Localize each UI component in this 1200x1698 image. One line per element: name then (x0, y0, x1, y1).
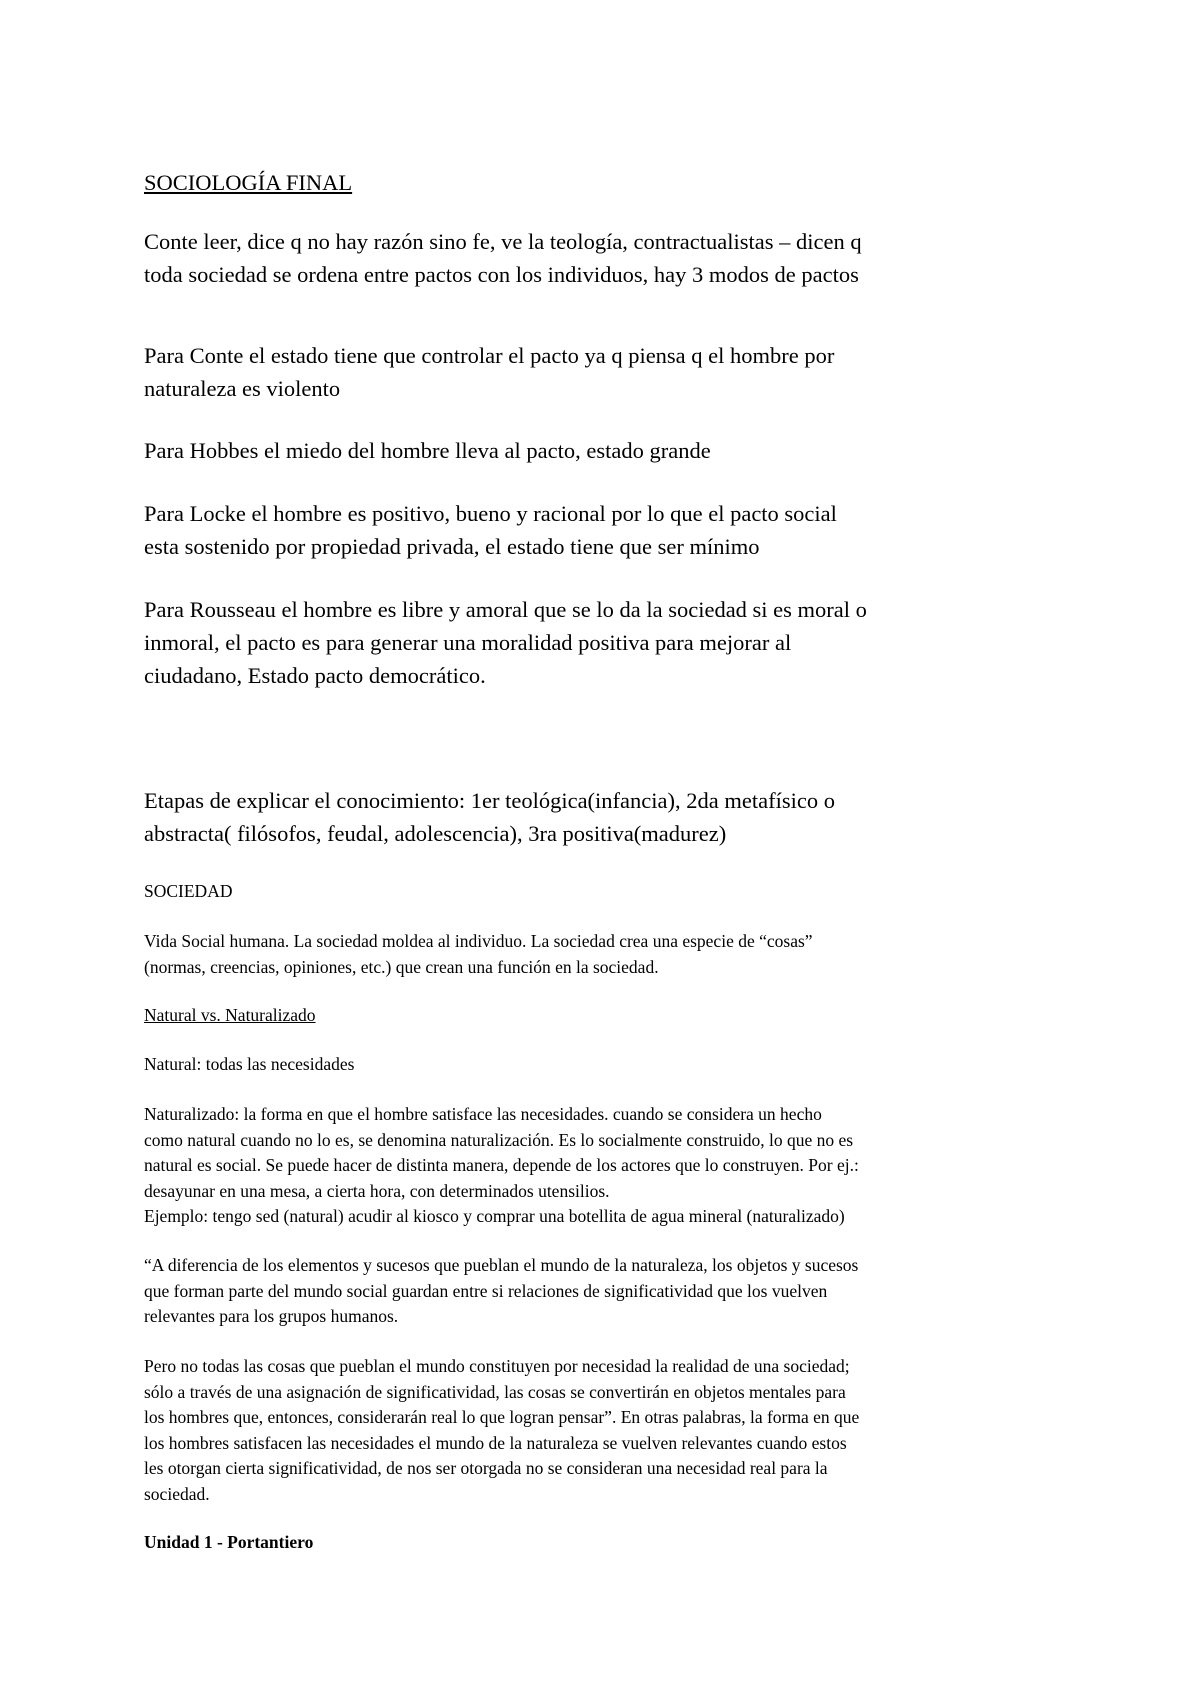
section-heading-sociedad (144, 879, 1074, 905)
text-line: Etapas de explicar el conocimiento: 1er teológica(infancia), 2da metafísico o (144, 788, 835, 813)
text-line: Para Conte el estado tiene que controlar el pacto ya q piensa q el hombre por (144, 343, 835, 368)
text-line: sociedad. (144, 1483, 210, 1504)
text-line: Natural: todas las necesidades (144, 1054, 355, 1074)
paragraph-conte-estado (144, 339, 1084, 405)
paragraph-naturalizado (144, 1102, 1074, 1230)
text-line: Para Rousseau el hombre es libre y amoral que se lo da la sociedad si es moral o (144, 597, 867, 622)
text-line: Pero no todas las cosas que pueblan el mundo constituyen por necesidad la realidad de una sociedad; (144, 1356, 850, 1376)
section-heading-unidad (144, 1530, 1074, 1556)
text-line: Para Locke el hombre es positivo, bueno y racional por lo que el pacto social (144, 501, 837, 526)
text-line: sólo a través de una asignación de significatividad, las cosas se convertirán en objetos mentales para (144, 1381, 846, 1402)
text-line: desayunar en una mesa, a cierta hora, con determinados utensilios. (144, 1180, 610, 1201)
text-line: Conte leer, dice q no hay razón sino fe, ve la teología, contractualistas – dicen q (144, 229, 862, 254)
paragraph-hobbes (144, 434, 1084, 467)
text-line: Ejemplo: tengo sed (natural) acudir al kiosco y comprar una botellita de agua mineral (naturalizado) (144, 1206, 845, 1226)
paragraph-natural (144, 1052, 1074, 1078)
paragraph-quote (144, 1253, 1074, 1330)
text-line: como natural cuando no lo es, se denomina naturalización. Es lo socialmente construido, lo que no es (144, 1129, 854, 1150)
text-line: natural es social. Se puede hacer de distinta manera, depende de los actores que lo construyen. Por ej.: (144, 1155, 859, 1175)
text-line: esta sostenido por propiedad privada, el estado tiene que ser mínimo (144, 534, 760, 559)
paragraph-conte-contractualistas (144, 225, 1084, 291)
text-line: inmoral, el pacto es para generar una moralidad positiva para mejorar al (144, 630, 792, 655)
document-title (144, 166, 1084, 199)
paragraph-significatividad (144, 1354, 1074, 1507)
paragraph-rousseau (144, 593, 1084, 692)
heading-text: Unidad 1 - Portantiero (144, 1532, 314, 1552)
heading-text: SOCIEDAD (144, 881, 233, 901)
text-line: “A diferencia de los elementos y sucesos que pueblan el mundo de la naturaleza, los objetos y sucesos (144, 1255, 859, 1275)
text-line: Naturalizado: la forma en que el hombre satisface las necesidades. cuando se considera un hecho (144, 1104, 822, 1124)
text-line: abstracta( filósofos, feudal, adolescencia), 3ra positiva(madurez) (144, 821, 727, 846)
text-line: relevantes para los grupos humanos. (144, 1306, 399, 1326)
section-heading-natural (144, 1003, 1074, 1029)
text-line: toda sociedad se ordena entre pactos con los individuos, hay 3 modos de pactos (144, 262, 859, 287)
text-line: les otorgan cierta significatividad, de nos ser otorgada no se consideran una necesidad real para la (144, 1458, 828, 1478)
text-line: Para Hobbes el miedo del hombre lleva al pacto, estado grande (144, 438, 711, 463)
text-line: Vida Social humana. La sociedad moldea al individuo. La sociedad crea una especie de “cosas” (144, 931, 813, 951)
heading-text: Natural vs. Naturalizado (144, 1005, 316, 1025)
title-text: SOCIOLOGÍA FINAL (144, 170, 353, 195)
text-line: los hombres que, entonces, considerarán real lo que logran pensar”. En otras palabras, la forma en que (144, 1407, 860, 1427)
paragraph-etapas (144, 784, 1084, 850)
text-line: que forman parte del mundo social guardan entre si relaciones de significatividad que los vuelven (144, 1280, 828, 1301)
text-line: ciudadano, Estado pacto democrático. (144, 663, 486, 688)
text-line: naturaleza es violento (144, 376, 341, 401)
text-line: los hombres satisfacen las necesidades el mundo de la naturaleza se vuelven relevantes cuando estos (144, 1432, 847, 1453)
paragraph-vida-social (144, 929, 1074, 980)
paragraph-locke (144, 497, 1084, 563)
text-line: (normas, creencias, opiniones, etc.) que crean una función en la sociedad. (144, 956, 659, 977)
